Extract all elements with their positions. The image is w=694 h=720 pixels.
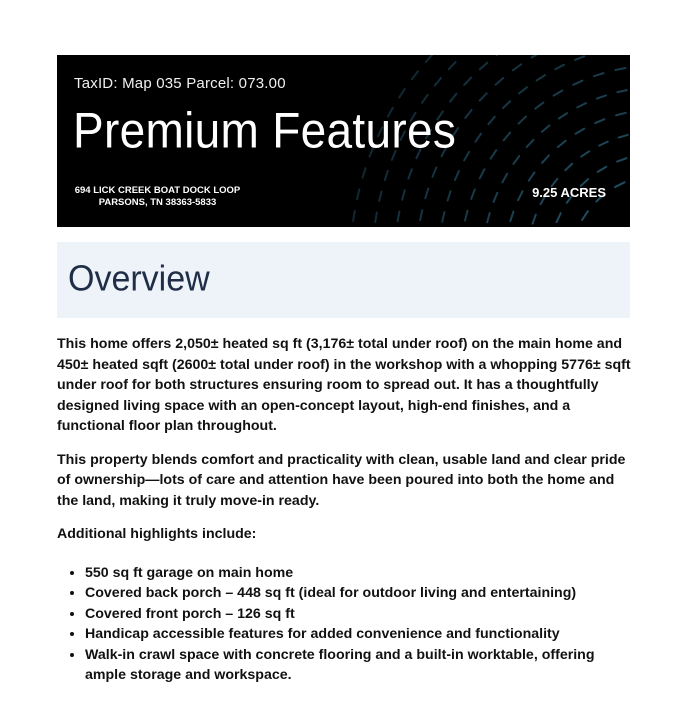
overview-paragraph-2: This property blends comfort and practicality with clean, usable land and clear pride of ownership—lots of care and attention have been poured into both the home and the land, making it truly move-in ready. bbox=[57, 451, 626, 509]
highlights-list bbox=[57, 563, 632, 686]
list-item: • Covered front porch – 126 sq ft bbox=[85, 604, 632, 625]
property-address bbox=[70, 185, 245, 209]
page-title: Premium Features bbox=[73, 102, 457, 159]
tax-id: TaxID: Map 035 Parcel: 073.00 bbox=[74, 75, 286, 92]
overview-heading: Overview bbox=[68, 259, 210, 299]
overview-content bbox=[57, 334, 632, 686]
highlights-intro: Additional highlights include: bbox=[57, 526, 257, 542]
address-line-2: PARSONS, TN 38363-5833 bbox=[98, 197, 217, 208]
overview-paragraph-1: This home offers 2,050± heated sq ft (3,176± total under roof) on the main home and 450± heated sqft (2600± total under roof) in the workshop with a whopping 5776± sqft under roof for both structures ensuring room to spread out. It has a thoughtfully designed living space with an open-concept layout, high-end finishes, and a functional floor plan throughout. bbox=[57, 336, 631, 434]
list-item: • Handicap accessible features for added convenience and functionality bbox=[85, 624, 632, 645]
header-banner bbox=[57, 55, 630, 227]
list-item: • Walk-in crawl space with concrete flooring and a built-in worktable, offering ample storage and workspace. bbox=[85, 645, 632, 686]
list-item: • 550 sq ft garage on main home bbox=[85, 563, 632, 584]
address-line-1: 694 LICK CREEK BOAT DOCK LOOP bbox=[74, 185, 241, 196]
list-item: • Covered back porch – 448 sq ft (ideal for outdoor living and entertaining) bbox=[85, 583, 632, 604]
acreage: 9.25 ACRES bbox=[532, 185, 606, 200]
overview-header bbox=[57, 242, 630, 318]
